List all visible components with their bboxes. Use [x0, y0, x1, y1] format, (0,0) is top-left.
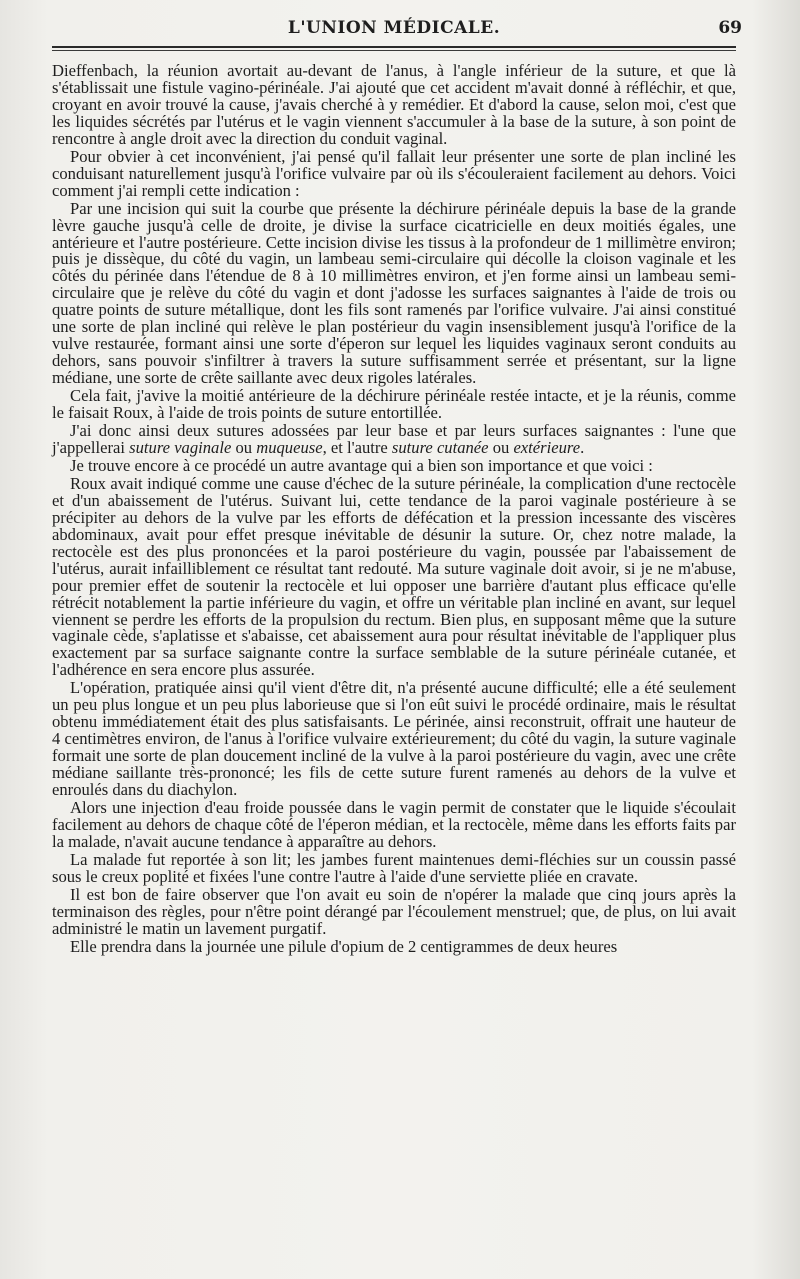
page-header — [52, 12, 742, 48]
paragraph: La malade fut reportée à son lit; les jambes furent maintenues demi-fléchies sur un coussin passé sous le creux poplité et fixées l'une contre l'autre à l'aide d'une serviette pliée en cravate. — [52, 849, 736, 886]
text-run: ou — [231, 437, 257, 457]
paragraph: Roux avait indiqué comme une cause d'échec de la suture périnéale, la complication d'une rectocèle et d'un abaissement de l'utérus. Suivant lui, cette tendance de la paroi vaginale postérieure à se précipiter au dehors de la vulve par les efforts de défécation et la pression incessante des viscères abdominaux, avait pour effet presque inévitable de désunir la suture. Or, chez notre malade, la rectocèle est des plus prononcées et la paroi postérieure du vagin, poussée par l'abaissement de l'utérus, aurait infailliblement ce résultat tant redouté. Ma suture vaginale doit avoir, si je ne m'abuse, pour premier effet de soutenir la rectocèle et lui opposer une barrière d'autant plus efficace qu'elle rétrécit notablement la partie inférieure du vagin, et offre un véritable plan incliné en avant, sur lequel viennent se perdre les efforts de la propulsion du rectum. Bien plus, en supposant même que la suture vaginale cède, s'aplatisse et s'abaisse, cet abaissement aura pour résultat inévitable de l'appliquer plus exactement par sa surface saignante contre la surface semblable de la suture périnéale cutanée, et l'adhérence en sera encore plus assurée. — [52, 473, 736, 680]
text-run: J'ai donc ainsi deux sutures adossées par leur base et par leurs surfaces saignantes : l'une que j'appellerai — [52, 421, 736, 457]
italic-term: suture vaginale — [129, 437, 232, 457]
paragraph: Par une incision qui suit la courbe que présente la déchirure périnéale depuis la base de la grande lèvre gauche jusqu'à celle de droite, je divise la surface cicatricielle en deux moitiés égales, une antérieure et l'autre postérieure. Cette incision divise les tissus à la profondeur de 1 millimètre environ; puis je dissèque, du côté du vagin, un lambeau semi-circulaire qui décolle la cloison vaginale et les côtés du périnée dans l'étendue de 8 à 10 millimètres environ, et j'en forme ainsi un lambeau semi-circulaire que je relève du côté du vagin et dont j'adosse les surfaces saignantes à l'aide de trois ou quatre points de suture métallique, dont les fils sont ramenés par l'orifice vulvaire. J'ai ainsi constitué une sorte de plan incliné qui relève le plan postérieur du vagin insensiblement jusqu'à l'orifice de la vulve restaurée, formant ainsi une sorte d'éperon sur lequel les liquides vaginaux seront conduits au dehors, sans pouvoir s'infiltrer à travers la suture suffisamment serrée et présentant, sur la ligne médiane, une sorte de crête saillante avec deux rigoles latérales. — [52, 198, 736, 388]
paragraph: Je trouve encore à ce procédé un autre avantage qui a bien son importance et que voici : — [70, 455, 653, 475]
article-body — [52, 63, 736, 956]
paragraph: Pour obvier à cet inconvénient, j'ai pensé qu'il fallait leur présenter une sorte de plan incliné les conduisant naturellement jusqu'à l'orifice vulvaire par où ils s'écouleraient facilement au dehors. Voici comment j'ai rempli cette indication : — [52, 146, 736, 200]
paragraph: Cela fait, j'avive la moitié antérieure de la déchirure périnéale restée intacte, et je la réunis, comme le faisait Roux, à l'aide de trois points de suture entortillée. — [52, 386, 736, 423]
running-title: L'UNION MÉDICALE. — [287, 18, 501, 38]
text-run: , et l'autre — [322, 437, 392, 457]
paragraph: Dieffenbach, la réunion avortait au-devant de l'anus, à l'angle inférieur de la suture, et que là s'établissait une fistule vagino-périnéale. J'ai ajouté que cet accident m'avait donné à réfléchir, et que, croyant en avoir trouvé la cause, j'avais cherché à y remédier. Et d'abord la cause, selon moi, c'est que les liquides sécrétés par l'utérus et le vagin viennent s'accumuler à la base de la suture, à son point de rencontre à angle droit avec la direction du conduit vaginal. — [52, 61, 736, 148]
text-run: . — [580, 437, 585, 457]
paragraph: Elle prendra dans la journée une pilule d'opium de 2 centigrammes de deux heures — [70, 936, 618, 956]
header-rule — [52, 50, 736, 51]
paragraph: Alors une injection d'eau froide poussée dans le vagin permit de constater que le liquide s'écoulait facilement au dehors de chaque côté de l'éperon médian, et la rectocèle, même dans les efforts faits par la malade, n'avait aucune tendance à apparaître au dehors. — [52, 797, 736, 851]
paragraph-with-italics — [52, 423, 736, 457]
page-number: 69 — [718, 18, 742, 38]
italic-term: suture cutanée — [391, 437, 489, 457]
paragraph: Il est bon de faire observer que l'on avait eu soin de n'opérer la malade que cinq jours après la terminaison des règles, pour n'être point dérangé par l'écoulement menstruel; que, de plus, on lui avait administré le matin un lavement purgatif. — [52, 884, 736, 938]
paragraph: L'opération, pratiquée ainsi qu'il vient d'être dit, n'a présenté aucune difficulté; elle a été seulement un peu plus longue et un peu plus laborieuse que si l'on eût suivi le procédé ordinaire, mais le résultat obtenu immédiatement était des plus satisfaisants. Le périnée, ainsi reconstruit, offrait une hauteur de 4 centimètres environ, de l'anus à l'orifice vulvaire extérieurement; du côté du vagin, la suture vaginale formait une sorte de plan doucement incliné de la vulve à la paroi postérieure du vagin, avec une crête médiane saillante très-prononcé; les fils de cette suture furent ramenés au dehors de la vulve et enroulés dans du diachylon. — [52, 678, 736, 800]
text-run: ou — [488, 437, 514, 457]
italic-term: muqueuse — [256, 437, 323, 457]
italic-term: extérieure — [513, 437, 581, 457]
